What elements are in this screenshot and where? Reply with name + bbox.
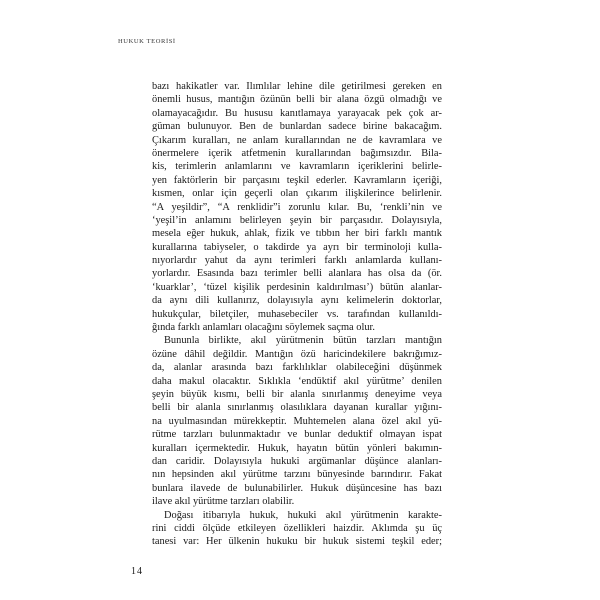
text-line: ‘kuarklar’, ‘tüzel kişilik perdesinin kaldırılması’) bütün alanlar- (152, 281, 442, 293)
text-line: rütme tarzları bulunmaktadır ve bunlar deduktif olmayan ispat (152, 429, 442, 441)
text-line: kısmen, onlar için geçerli olan çıkarım ilişkilerince belirlenir. (152, 188, 442, 200)
text-line: nıyorlardır yahut da aynı terimleri farklı anlamlarda kullanı- (152, 255, 442, 267)
running-head: HUKUK TEORİSİ (118, 38, 176, 45)
text-line: da aynı dili kullanırız, dolayısıyla aynı kelimelerin doktorlar, (152, 295, 442, 307)
text-line: Çıkarım kuralları, ne anlam kurallarından ne de kavramlara ve (152, 134, 442, 146)
text-line: daha makul olacaktır. Sıklıkla ‘endüktif akıl yürütme’ denilen (152, 375, 442, 387)
text-line: yorlardır. Esasında bazı terimler belli alanlara has olsa da (ör. (152, 268, 442, 280)
text-line: ilave akıl yürütme tarzları olabilir. (152, 496, 295, 508)
text-line: Doğası itibarıyla hukuk, hukuki akıl yürütmenin karakte- (164, 509, 442, 521)
text-line: olamayacağıdır. Bu hususu kanıtlamaya yarayacak pek çok ar- (152, 107, 442, 119)
text-line: Bununla birlikte, akıl yürütmenin bütün tarzları mantığın (164, 335, 442, 347)
text-line: bunlara ilavede de bulunabilirler. Hukuk düşüncesine has bazı (152, 482, 442, 494)
text-line: “A yeşildir”, “A renklidir”i zorunlu kılar. Bu, ‘renkli’nin ve (152, 201, 442, 213)
text-line: rini ciddi ölçüde etkileyen özellikleri haizdir. Aklımda şu üç (152, 522, 442, 534)
text-line: önermelere içerik atfetmenin kurallarından bağımsızdır. Bila- (152, 147, 442, 159)
text-line: önemli husus, mantığın özünün belli bir alana özgü olmadığı ve (152, 94, 442, 106)
body-text (152, 80, 442, 549)
text-line: da, alanlar arasında bazı farklılıklar olabileceğini düşünmek (152, 362, 442, 374)
text-line: özüne dâhil değildir. Mantığın özü haricindekilere bakrığımız- (152, 348, 442, 360)
text-line: belli bir alanla sınırlanmış olasılıklara dayanan kurallar yığını- (152, 402, 442, 414)
text-line: kis, terimlerin anlamlarını ve kavramların içeriklerini belirle- (152, 161, 442, 173)
page-number: 14 (131, 566, 143, 577)
text-line: kuralları içermektedir. Hukuk, hayatın bütün yönleri bakımın- (152, 442, 442, 454)
text-line: güman bulunuyor. Ben de bunlardan sadece birine bakacağım. (152, 121, 442, 133)
text-line: dan caridir. Dolayısıyla hukuki argümanlar düşünce alanları- (152, 455, 442, 467)
text-line: ğında farklı anlamları olacağını söylemek saçma olur. (152, 322, 376, 334)
text-line: kurallarına tabiyseler, o takdirde ya ayrı bir terminoloji kulla- (152, 241, 442, 253)
text-line: nın hepsinden akıl yürütme tarzını bünyesinde barındırır. Fakat (152, 469, 442, 481)
text-line: bazı hakikatler var. Ilımlılar lehine dile getirilmesi gereken en (152, 81, 442, 92)
text-line: mesela eğer hukuk, ahlak, fizik ve tıbbın her biri farklı mantık (152, 228, 442, 240)
text-line: hukukçular, biletçiler, muhasebeciler vs. tarafından kullanıldı- (152, 308, 442, 320)
text-line: yen faktörlerin bir parçasını teşkil ederler. Kavramların içeriği, (152, 174, 442, 186)
text-line: tanesi var: Her ülkenin hukuku bir hukuk sistemi teşkil eder; (152, 536, 442, 548)
text-line: şeyin büyük kısmı, belli bir alanla sınırlanmış deneyime veya (152, 388, 442, 400)
text-line: ‘yeşil’in anlamını belirleyen şeyin bir parçasıdır. Dolayısıyla, (152, 214, 442, 226)
text-line: na uyulmasından mürekkeptir. Muhtemelen alana özel akıl yü- (152, 415, 442, 427)
